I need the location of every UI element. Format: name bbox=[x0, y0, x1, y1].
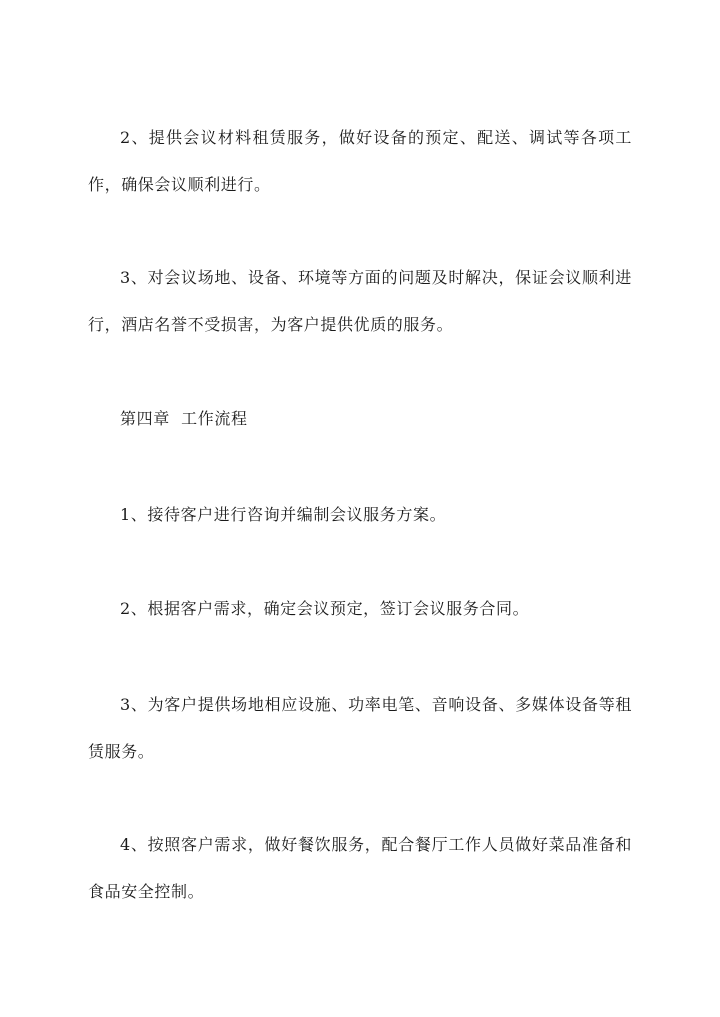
paragraph-workflow-3: 3、为客户提供场地相应设施、功率电笔、音响设备、多媒体设备等租赁服务。 bbox=[88, 695, 632, 761]
paragraph-service-3: 3、对会议场地、设备、环境等方面的问题及时解决，保证会议顺利进行，酒店名誉不受损害，为客户提供优质的服务。 bbox=[88, 268, 632, 334]
chapter-heading: 第四章 工作流程 bbox=[120, 409, 248, 428]
paragraph-workflow-1: 1、接待客户进行咨询并编制会议服务方案。 bbox=[120, 505, 447, 524]
paragraph-service-2: 2、提供会议材料租赁服务，做好设备的预定、配送、调试等各项工作，确保会议顺利进行。 bbox=[88, 128, 632, 194]
paragraph-workflow-2: 2、根据客户需求，确定会议预定，签订会议服务合同。 bbox=[120, 599, 530, 618]
paragraph-workflow-4: 4、按照客户需求，做好餐饮服务，配合餐厅工作人员做好菜品准备和食品安全控制。 bbox=[88, 835, 632, 901]
